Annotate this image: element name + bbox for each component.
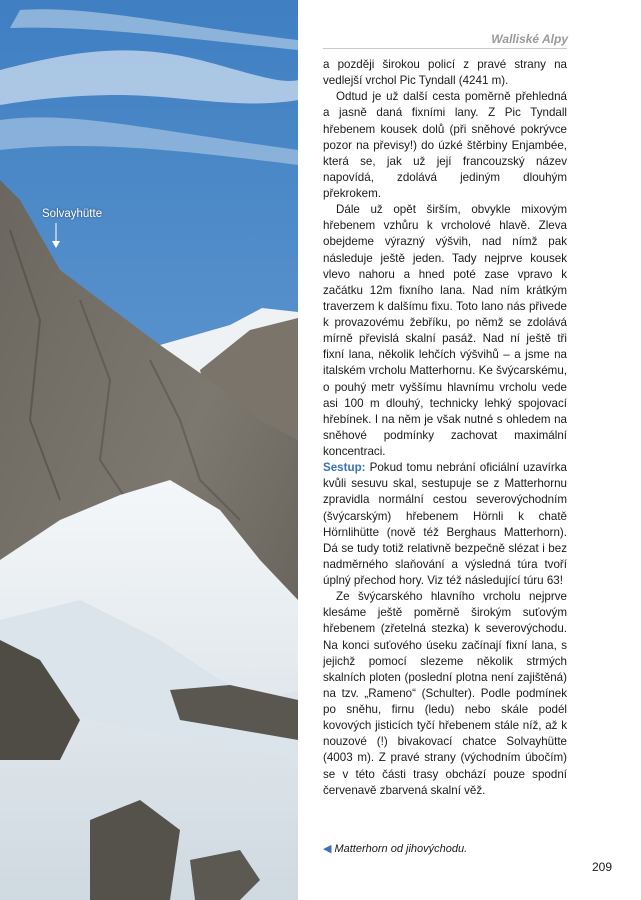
paragraph-1: a později širokou policí z pravé strany na vedlejší vrchol Pic Tyndall (4241 m).	[323, 58, 567, 88]
caption-text: Matterhorn od jihovýchodu.	[334, 843, 468, 855]
descent-heading: Sestup:	[323, 461, 366, 475]
paragraph-2: Odtud je už další cesta poměrně přehledná a jasně daná fixními lany. Z Pic Tyndall hřebenem kousek dolů (při sněhové pokrývce pozor na převisy!) do úzké štěrbiny Enjambée, která se, jak už její francouzský název napovídá, zdolává jediným dlouhým překrokem.	[323, 90, 567, 200]
paragraph-3: Dále už opět širším, obvykle mixovým hřebenem vzhůru k vrcholové hlavě. Zleva obejdeme výrazný výšvih, nad nímž pak následuje ještě jeden. Tady nejprve kousek vlevo nahoru a hned poté zase vpravo k začátku 12m fixního lana. Nad ním krátkým traverzem k dalšímu fixu. Toto lano nás přivede k provazovému žebříku, po němž se zdolává mírně převislá skalní pasáž. Nad ní ještě tři fixní lana, několik lehčích výšvihů – a jsme na italském vrcholu Matterhornu. Ke švýcarskému, o pouhý metr vyššímu hlavnímu vrcholu vede asi 100 m dlouhý, technicky lehký spojovací hřebínek. I na něm je však nutné s ohledem na sněhové podmínky zachovat maximální koncentraci.	[323, 203, 567, 458]
photo-caption	[323, 842, 467, 855]
caption-triangle-icon: ◀	[323, 843, 332, 855]
descent-text: Pokud tomu nebrání oficiální uzavírka kvůli sesuvu skal, sestupuje se z Matterhornu zpravidla normální cestou severovýchodním (švýcarským) hřebenem Hörnli k chatě Hörnlihütte (nově též Berghaus Matterhorn). Dá se tudy totiž relativně bezpečně slézat i bez nadměrného slaňování a výsledná túra tvoří úplný přechod hory. Viz též následující túru 63!	[323, 461, 567, 587]
matterhorn-photo	[0, 0, 298, 900]
page-number: 209	[592, 860, 613, 874]
solvayhutte-label: Solvayhütte	[42, 208, 103, 220]
running-header: Walliské Alpy	[491, 32, 568, 46]
body-text	[323, 57, 567, 799]
header-rule	[323, 48, 567, 49]
arrow-down-icon	[50, 223, 62, 249]
paragraph-descent	[323, 460, 567, 589]
paragraph-5: Ze švýcarského hlavního vrcholu nejprve klesáme ještě poměrně širokým suťovým hřebenem (zřetelná stezka) k severovýchodu. Na konci suťového úseku začínají fixní lana, s jejichž pomocí slezeme několik strmých skalních ploten (poslední plotna není zajištěná) na tzv. „Rameno“ (Schulter). Podle podmínek po sněhu, firnu (ledu) nebo skále podél kovových jisticích tyčí hřebenem stále níž, až k nouzové (!) bivakovací chatce Solvayhütte (4003 m). Z pravé strany (východním úbočím) se v této části trasy obchází pouze spodní červenavě zbarvená skalní věž.	[323, 590, 567, 797]
